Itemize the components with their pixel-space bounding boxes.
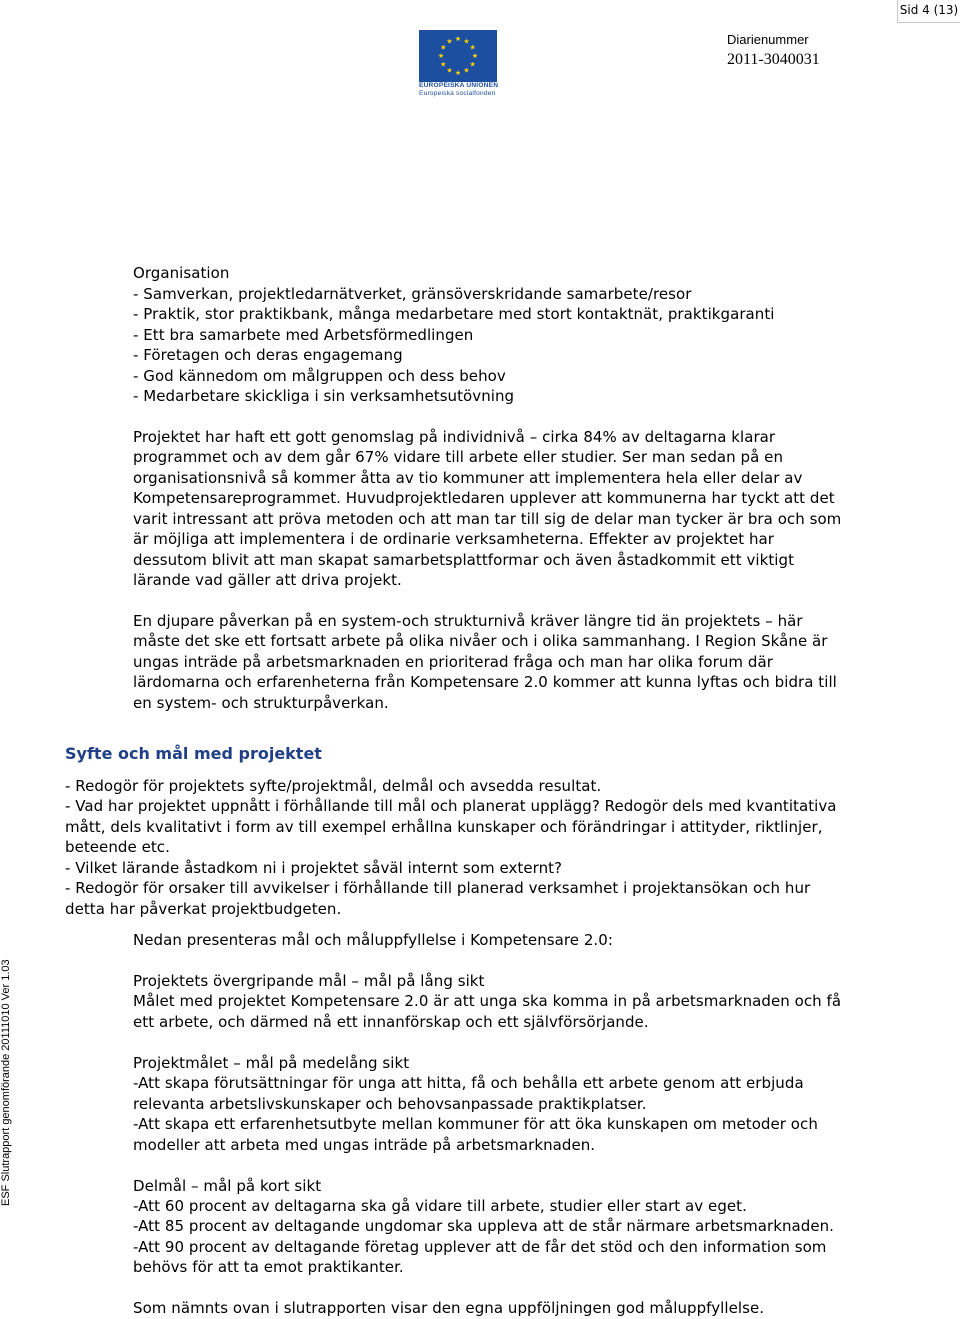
svg-text:★: ★ [437,52,445,60]
paragraph-line: varit intressant att pröva metoden och att man tar till sig de delar man tycker är bra och som [133,510,842,528]
instruction-line: - Vad har projektet uppnått i förhållande till mål och planerat upplägg? Redogör dels med kvantitativa [65,797,837,815]
goal-line: relevanta arbetslivskunskaper och behovsanpassade praktikplatser. [133,1095,647,1113]
svg-text:★: ★ [463,66,470,75]
svg-text:★: ★ [469,43,476,52]
page-number: Sid 4 (13) [897,0,960,23]
paragraph-line: en system- och strukturpåverkan. [133,694,389,712]
side-footer-text: ESF Slutrapport genomförande 20111010 Ver 1.03 [0,959,12,1206]
paragraph-line: lärdomarna och erfarenheterna från Kompetensare 2.0 kommer att kunna lyftas och bidra till [133,673,837,691]
paragraph-line: organisationsnivå så kommer åtta av tio kommuner att implementera hela eller delar av [133,469,803,487]
closing-sentence: Som nämnts ovan i slutrapporten visar den egna uppföljningen god måluppfyllelse. [133,1299,765,1317]
goal-line: -Att 90 procent av deltagande företag upplever att de får det stöd och den information som [133,1238,827,1256]
eu-flag-icon [419,30,497,82]
organisation-title: Organisation [133,264,230,282]
paragraph-line: ungas inträde på arbetsmarknaden en prioriterad fråga och man har olika forum där [133,653,773,671]
eu-logo [419,30,499,97]
list-item: - Medarbetare skickliga i sin verksamhetsutövning [133,387,515,405]
goal-heading-short-term: Delmål – mål på kort sikt [133,1177,322,1195]
list-item: - Praktik, stor praktikbank, många medarbetare med stort kontaktnät, praktikgaranti [133,305,775,323]
paragraph-line: Kompetensareprogrammet. Huvudprojektledaren upplever att kommunerna har tyckt att det [133,489,835,507]
goal-line: modeller att arbeta med ungas inträde på arbetsmarknaden. [133,1136,596,1154]
goals-intro: Nedan presenteras mål och måluppfyllelse i Kompetensare 2.0: [133,931,613,949]
svg-text:★: ★ [440,60,447,69]
paragraph-line: dessutom blivit att man skapat samarbetsplattformar och även åstadkommit ett viktigt [133,551,795,569]
logo-text-union: EUROPEISKA UNIONEN [419,82,499,89]
goal-line: behövs för att ta emot praktikanter. [133,1258,404,1276]
svg-text:★: ★ [471,52,479,60]
logo-text-fund: Europeiska socialfonden [419,89,496,97]
list-item: - Ett bra samarbete med Arbetsförmedlingen [133,326,474,344]
paragraph-line: måste det ske ett fortsatt arbete på olika nivåer och i olika sammanhang. I Region Skåne är [133,632,828,650]
list-item: - Samverkan, projektledarnätverket, gränsöverskridande samarbete/resor [133,285,692,303]
paragraph-line: programmet och av dem går 67% vidare till arbete eller studier. Ser man sedan på en [133,448,784,466]
goal-heading-long-term: Projektets övergripande mål – mål på lång sikt [133,972,485,990]
paragraph-line: är möjliga att implementera i de ordinarie verksamheterna. Effekter av projektet har [133,530,774,548]
instruction-line: - Redogör för orsaker till avvikelser i förhållande till planerad verksamhet i projektansökan och hur [65,879,811,897]
goal-line: -Att 60 procent av deltagarna ska gå vidare till arbete, studier eller start av eget. [133,1197,747,1215]
diary-number: 2011-3040031 [727,51,820,68]
instruction-line: - Redogör för projektets syfte/projektmål, delmål och avsedda resultat. [65,777,602,795]
svg-text:★: ★ [469,60,476,69]
svg-text:★: ★ [463,37,470,46]
paragraph-line: lärande vad gäller att driva projekt. [133,571,402,589]
svg-text:★: ★ [446,66,453,75]
instruction-line: detta har påverkat projektbudgeten. [65,900,342,918]
goal-line: -Att 85 procent av deltagande ungdomar ska uppleva att de står närmare arbetsmarknaden. [133,1217,834,1235]
goal-line: ett arbete, och därmed nå ett innanförskap och ett självförsörjande. [133,1013,649,1031]
svg-text:★: ★ [454,69,462,77]
instruction-line: beteende etc. [65,838,170,856]
list-item: - God kännedom om målgruppen och dess behov [133,367,506,385]
goal-line: Målet med projektet Kompetensare 2.0 är att unga ska komma in på arbetsmarknaden och få [133,992,842,1010]
section-heading: Syfte och mål med projektet [65,744,322,763]
instruction-line: mått, dels kvalitativt i form av till exempel erhållna kunskaper och förändringar i attityder, riktlinjer, [65,818,823,836]
svg-text:★: ★ [446,37,453,46]
diary-label: Diarienummer [727,32,809,47]
goal-line: -Att skapa förutsättningar för unga att hitta, få och behålla ett arbete genom att erbjuda [133,1074,804,1092]
goal-line: -Att skapa ett erfarenhetsutbyte mellan kommuner för att öka kunskapen om metoder och [133,1115,818,1133]
svg-text:★: ★ [440,43,447,52]
paragraph-line: En djupare påverkan på en system-och strukturnivå kräver längre tid än projektets – här [133,612,803,630]
svg-text:★: ★ [454,35,462,43]
instruction-line: - Vilket lärande åstadkom ni i projektet såväl internt som externt? [65,859,563,877]
diary-block [727,32,820,70]
list-item: - Företagen och deras engagemang [133,346,403,364]
goal-heading-medium-term: Projektmålet – mål på medelång sikt [133,1054,410,1072]
paragraph-line: Projektet har haft ett gott genomslag på individnivå – cirka 84% av deltagarna klarar [133,428,776,446]
